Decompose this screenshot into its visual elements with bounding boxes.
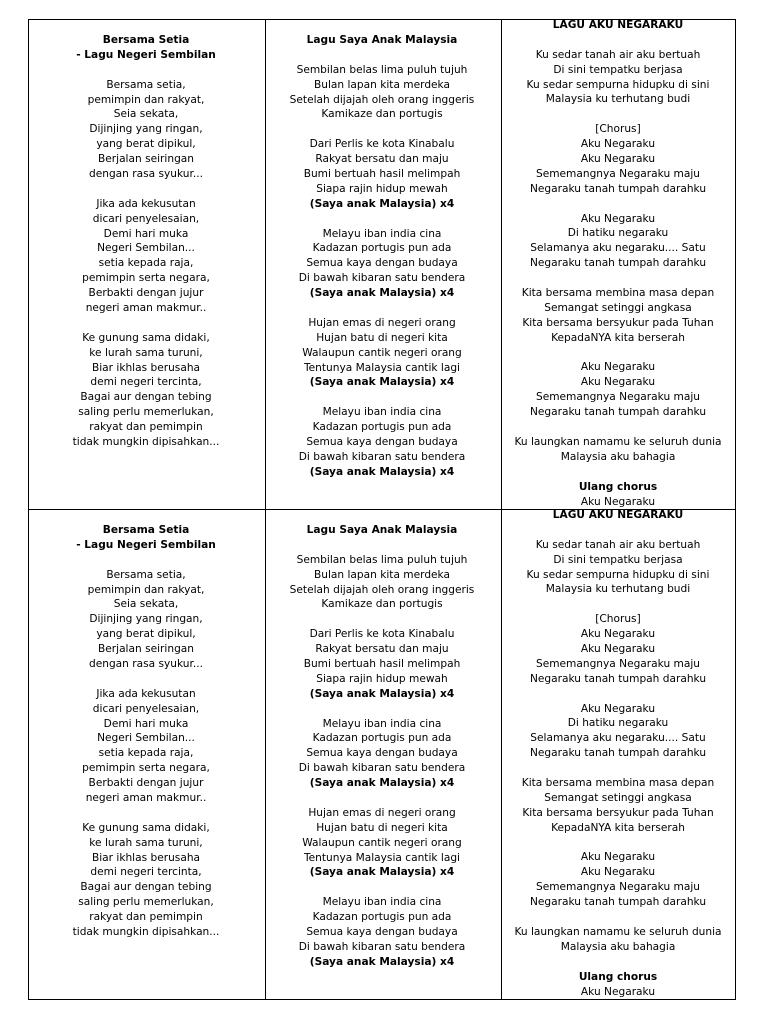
lyric-line: Aku Negaraku	[580, 153, 656, 166]
lyric-line: saling perlu memerlukan,	[78, 896, 214, 909]
lyric-line: Kamikaze dan portugis	[321, 108, 443, 121]
lyric-line: Negeri Sembilan...	[97, 732, 195, 745]
lyric-line: Hujan batu di negeri kita	[316, 331, 448, 344]
song-subtitle: - Lagu Negeri Sembilan	[76, 538, 216, 551]
lyric-line: Ke gunung sama didaki,	[82, 331, 210, 344]
lyric-line: pemimpin dan rakyat,	[87, 583, 205, 596]
song-card-r1-c3	[500, 18, 736, 509]
lyric-line: ke lurah sama turuni,	[89, 836, 203, 849]
lyric-line: Ku sedar tanah air aku bertuah	[535, 538, 701, 551]
lyric-line: Berbakti dengan jujur	[88, 287, 204, 300]
lyric-line: Walaupun cantik negeri orang	[302, 346, 462, 359]
lyric-line: Aku Negaraku	[580, 138, 656, 151]
lyric-line: Kadazan portugis pun ada	[312, 732, 452, 745]
lyric-line: KepadaNYA kita berserah	[551, 821, 685, 834]
lyric-line: Malaysia aku bahagia	[560, 450, 676, 463]
lyric-line: Rakyat bersatu dan maju	[315, 153, 449, 166]
lyric-line: yang berat dipikul,	[96, 628, 196, 641]
lyric-line: Semua kaya dengan budaya	[306, 926, 458, 939]
lyric-line: Kita bersama membina masa depan	[521, 287, 715, 300]
lyric-line: Aku Negaraku	[580, 376, 656, 389]
lyric-line: Aku Negaraku	[580, 702, 656, 715]
lyric-line: Ku sedar sempurna hidupku di sini	[526, 568, 710, 581]
lyric-line: Sembilan belas lima puluh tujuh	[296, 63, 468, 76]
lyric-line: Di hatiku negaraku	[567, 717, 669, 730]
lyric-line: Dijinjing yang ringan,	[89, 613, 203, 626]
song-title: LAGU AKU NEGARAKU	[552, 19, 684, 31]
lyric-line: Melayu iban india cina	[322, 406, 442, 419]
lyric-line: [Chorus]	[595, 123, 641, 136]
lyric-line: Kita bersama bersyukur pada Tuhan	[522, 316, 714, 329]
lyric-line: demi negeri tercinta,	[90, 376, 202, 389]
lyric-line: Malaysia ku terhutang budi	[545, 93, 691, 106]
lyric-line: Setelah dijajah oleh orang inggeris	[289, 583, 475, 596]
lyric-line: Di sini tempatku berjasa	[553, 553, 683, 566]
lyric-line: Bersama setia,	[106, 78, 186, 91]
lyric-line: Bumi bertuah hasil melimpah	[303, 168, 461, 181]
refrain-line: (Saya anak Malaysia) x4	[309, 777, 455, 790]
lyric-line: Aku Negaraku	[580, 866, 656, 879]
lyric-line: Negaraku tanah tumpah darahku	[529, 406, 707, 419]
lyric-line: Selamanya aku negaraku.... Satu	[530, 732, 706, 745]
lyric-line: Bagai aur dengan tebing	[80, 881, 212, 894]
lyric-line: setia kepada raja,	[98, 747, 194, 760]
lyric-line: rakyat dan pemimpin	[89, 421, 203, 434]
lyric-line: pemimpin dan rakyat,	[87, 93, 205, 106]
lyric-line: Hujan emas di negeri orang	[308, 316, 456, 329]
lyric-line: dengan rasa syukur...	[89, 168, 203, 181]
refrain-line: (Saya anak Malaysia) x4	[309, 287, 455, 300]
lyric-line: Jika ada kekusutan	[96, 687, 196, 700]
lyric-line: Ku sedar tanah air aku bertuah	[535, 48, 701, 61]
lyric-line: Negeri Sembilan...	[97, 242, 195, 255]
lyric-line: Melayu iban india cina	[322, 896, 442, 909]
lyric-line: Sememangnya Negaraku maju	[535, 167, 701, 180]
lyric-line: tidak mungkin dipisahkan...	[72, 926, 220, 939]
lyric-line: Tentunya Malaysia cantik lagi	[303, 851, 460, 864]
lyric-line: Demi hari muka	[103, 227, 189, 240]
lyric-line: Di bawah kibaran satu bendera	[298, 272, 466, 285]
lyric-line: Ku laungkan namamu ke seluruh dunia	[514, 435, 722, 448]
lyric-line: demi negeri tercinta,	[90, 866, 202, 879]
lyric-line: Ku laungkan namamu ke seluruh dunia	[514, 925, 722, 938]
refrain-line: (Saya anak Malaysia) x4	[309, 465, 455, 478]
lyric-line: Bulan lapan kita merdeka	[313, 568, 450, 581]
lyric-line: Semua kaya dengan budaya	[306, 257, 458, 270]
lyric-line: Sememangnya Negaraku maju	[535, 881, 701, 894]
lyric-line: Semua kaya dengan budaya	[306, 747, 458, 760]
song-card-r2-c2	[264, 523, 500, 970]
song-title: Bersama Setia	[102, 34, 190, 46]
lyric-line: Berjalan seiringan	[97, 643, 195, 656]
lyric-line: [Chorus]	[595, 613, 641, 626]
lyric-line: Dari Perlis ke kota Kinabalu	[309, 138, 455, 151]
lyric-line: Melayu iban india cina	[322, 717, 442, 730]
lyric-line: negeri aman makmur..	[85, 792, 207, 805]
lyric-line: Kadazan portugis pun ada	[312, 911, 452, 924]
outro-label: Ulang chorus	[578, 970, 658, 983]
lyric-line: Kamikaze dan portugis	[321, 598, 443, 611]
refrain-line: (Saya anak Malaysia) x4	[309, 866, 455, 879]
song-card-r1-c1	[28, 33, 264, 450]
lyric-line: Sememangnya Negaraku maju	[535, 657, 701, 670]
lyric-line: dicari penyelesaian,	[92, 702, 200, 715]
lyric-line: Hujan emas di negeri orang	[308, 806, 456, 819]
lyric-line: Malaysia aku bahagia	[560, 940, 676, 953]
outro-label: Ulang chorus	[578, 480, 658, 493]
refrain-line: (Saya anak Malaysia) x4	[309, 687, 455, 700]
lyric-line: Seia sekata,	[113, 108, 179, 121]
song-subtitle: - Lagu Negeri Sembilan	[76, 48, 216, 61]
lyric-line: Di hatiku negaraku	[567, 227, 669, 240]
lyric-line: Siapa rajin hidup mewah	[316, 672, 448, 685]
lyric-line: Bersama setia,	[106, 568, 186, 581]
lyric-line: Tentunya Malaysia cantik lagi	[303, 361, 460, 374]
lyric-line: Kita bersama membina masa depan	[521, 777, 715, 790]
refrain-line: (Saya anak Malaysia) x4	[309, 197, 455, 210]
lyric-line: Setelah dijajah oleh orang inggeris	[289, 93, 475, 106]
lyric-line: Di sini tempatku berjasa	[553, 63, 683, 76]
lyric-line: Negaraku tanah tumpah darahku	[529, 182, 707, 195]
lyric-line: Bumi bertuah hasil melimpah	[303, 658, 461, 671]
song-title: Bersama Setia	[102, 524, 190, 536]
lyric-line: Sememangnya Negaraku maju	[535, 391, 701, 404]
lyric-line: Negaraku tanah tumpah darahku	[529, 257, 707, 270]
outro-line: Aku Negaraku	[580, 495, 656, 508]
lyric-line: Aku Negaraku	[580, 628, 656, 641]
lyric-line: Melayu iban india cina	[322, 227, 442, 240]
lyric-line: Ku sedar sempurna hidupku di sini	[526, 78, 710, 91]
lyric-line: Bulan lapan kita merdeka	[313, 78, 450, 91]
lyric-line: Bagai aur dengan tebing	[80, 391, 212, 404]
lyric-line: KepadaNYA kita berserah	[551, 331, 685, 344]
lyric-line: Aku Negaraku	[580, 643, 656, 656]
lyric-line: Semangat setinggi angkasa	[544, 791, 692, 804]
lyric-line: Malaysia ku terhutang budi	[545, 583, 691, 596]
lyric-line: negeri aman makmur..	[85, 302, 207, 315]
lyric-line: Dari Perlis ke kota Kinabalu	[309, 628, 455, 641]
lyric-line: Selamanya aku negaraku.... Satu	[530, 242, 706, 255]
lyric-line: tidak mungkin dipisahkan...	[72, 436, 220, 449]
lyric-line: Demi hari muka	[103, 717, 189, 730]
lyric-line: Jika ada kekusutan	[96, 197, 196, 210]
lyric-line: Aku Negaraku	[580, 851, 656, 864]
lyric-line: Berbakti dengan jujur	[88, 777, 204, 790]
lyric-line: Dijinjing yang ringan,	[89, 123, 203, 136]
lyric-line: Aku Negaraku	[580, 212, 656, 225]
song-title: Lagu Saya Anak Malaysia	[306, 34, 458, 46]
lyric-line: Seia sekata,	[113, 598, 179, 611]
lyric-line: Ke gunung sama didaki,	[82, 821, 210, 834]
song-title: LAGU AKU NEGARAKU	[552, 509, 684, 521]
lyric-line: yang berat dipikul,	[96, 138, 196, 151]
lyric-line: Kadazan portugis pun ada	[312, 421, 452, 434]
lyric-line: dengan rasa syukur...	[89, 658, 203, 671]
lyric-line: Sembilan belas lima puluh tujuh	[296, 553, 468, 566]
lyric-line: Biar ikhlas berusaha	[91, 851, 201, 864]
song-card-r2-c3	[500, 508, 736, 999]
lyric-line: Di bawah kibaran satu bendera	[298, 762, 466, 775]
lyric-line: pemimpin serta negara,	[82, 272, 210, 285]
lyric-line: Di bawah kibaran satu bendera	[298, 450, 466, 463]
lyric-line: Walaupun cantik negeri orang	[302, 836, 462, 849]
outro-line: Aku Negaraku	[580, 985, 656, 998]
lyric-line: Negaraku tanah tumpah darahku	[529, 896, 707, 909]
lyric-line: setia kepada raja,	[98, 257, 194, 270]
lyric-line: Rakyat bersatu dan maju	[315, 643, 449, 656]
lyric-line: Aku Negaraku	[580, 361, 656, 374]
lyric-line: Hujan batu di negeri kita	[316, 821, 448, 834]
refrain-line: (Saya anak Malaysia) x4	[309, 376, 455, 389]
lyric-line: Kadazan portugis pun ada	[312, 242, 452, 255]
lyric-line: dicari penyelesaian,	[92, 212, 200, 225]
lyric-line: Biar ikhlas berusaha	[91, 361, 201, 374]
lyric-line: Siapa rajin hidup mewah	[316, 182, 448, 195]
lyric-line: Negaraku tanah tumpah darahku	[529, 672, 707, 685]
refrain-line: (Saya anak Malaysia) x4	[309, 955, 455, 968]
lyric-line: rakyat dan pemimpin	[89, 911, 203, 924]
lyric-line: ke lurah sama turuni,	[89, 346, 203, 359]
lyric-line: saling perlu memerlukan,	[78, 406, 214, 419]
lyric-line: Semua kaya dengan budaya	[306, 436, 458, 449]
lyric-line: Kita bersama bersyukur pada Tuhan	[522, 806, 714, 819]
lyric-line: pemimpin serta negara,	[82, 762, 210, 775]
song-title: Lagu Saya Anak Malaysia	[306, 524, 458, 536]
lyric-line: Semangat setinggi angkasa	[544, 301, 692, 314]
lyric-line: Berjalan seiringan	[97, 153, 195, 166]
song-card-r2-c1	[28, 523, 264, 940]
song-card-r1-c2	[264, 33, 500, 480]
lyric-line: Di bawah kibaran satu bendera	[298, 940, 466, 953]
lyric-line: Negaraku tanah tumpah darahku	[529, 747, 707, 760]
